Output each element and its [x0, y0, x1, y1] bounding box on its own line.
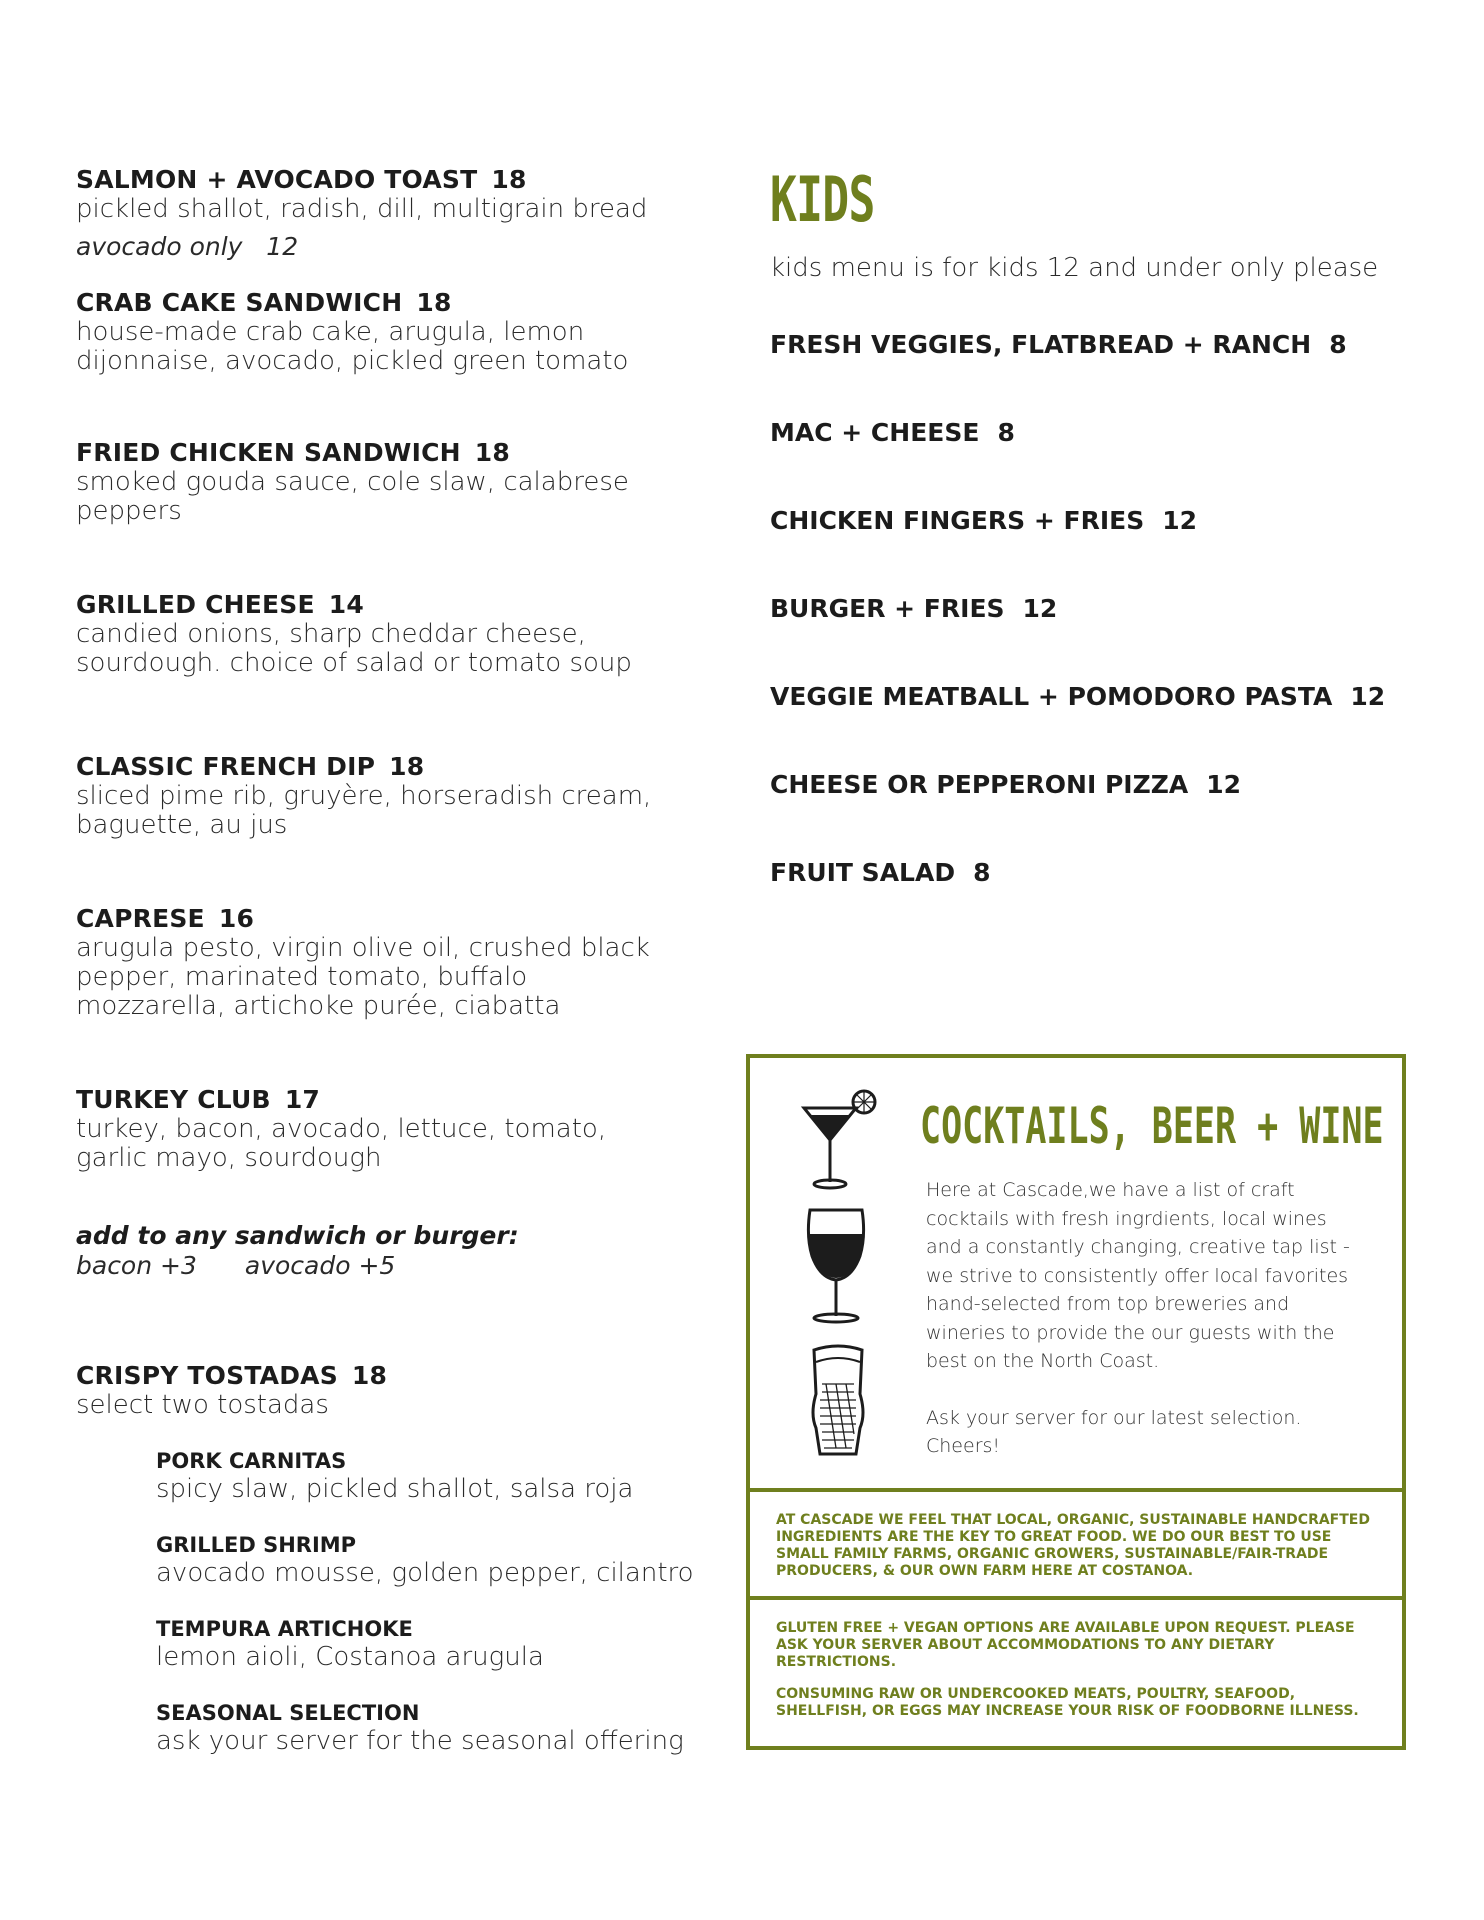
wine-glass-icon: [804, 1206, 868, 1326]
menu-item-crab-cake: [76, 288, 736, 376]
kids-item: [770, 682, 1430, 770]
menu-item-fried-chicken: [76, 438, 736, 526]
menu-item-caprese: [76, 904, 736, 1021]
addons-title: add to any sandwich or burger:: [76, 1221, 519, 1250]
menu-item-french-dip: [76, 752, 736, 840]
dietary-note-section: [750, 1600, 1402, 1750]
kids-item-name: CHICKEN FINGERS + FRIES: [770, 506, 1145, 535]
item-name: FRIED CHICKEN SANDWICH: [76, 438, 461, 467]
item-description: smoked gouda sauce, cole slaw, calabrese peppers: [76, 467, 629, 526]
kids-heading: KIDS: [770, 163, 875, 236]
kids-item-name: VEGGIE MEATBALL + POMODORO PASTA: [770, 682, 1333, 711]
kids-item-name: FRUIT SALAD: [770, 858, 956, 887]
kids-item-price: 8: [997, 418, 1015, 447]
option-name: SEASONAL SELECTION: [156, 1701, 420, 1725]
sourcing-note-section: [750, 1492, 1402, 1600]
kids-item-name: BURGER + FRIES: [770, 594, 1005, 623]
kids-item-price: 12: [1162, 506, 1198, 535]
option-description: lemon aioli, Costanoa arugula: [156, 1642, 544, 1672]
item-price: 17: [284, 1085, 321, 1114]
item-name: CRISPY TOSTADAS: [76, 1361, 338, 1390]
item-name: TURKEY CLUB: [76, 1085, 271, 1114]
item-description: select two tostadas: [76, 1390, 329, 1420]
item-name: SALMON + AVOCADO TOAST: [76, 165, 478, 194]
option-description: spicy slaw, pickled shallot, salsa roja: [156, 1474, 634, 1504]
option-description: avocado mousse, golden pepper, cilantro: [156, 1558, 694, 1588]
kids-item-name: FRESH VEGGIES, FLATBREAD + RANCH: [770, 330, 1312, 359]
addon-bacon: bacon +3: [76, 1251, 197, 1280]
drinks-section: [750, 1058, 1402, 1492]
item-description: turkey, bacon, avocado, lettuce, tomato, garlic mayo, sourdough: [76, 1114, 607, 1173]
sourcing-note: AT CASCADE WE FEEL THAT LOCAL, ORGANIC, SUSTAINABLE HANDCRAFTED INGREDIENTS ARE THE KEY TO GREAT FOOD. WE DO OUR BEST TO USE SMALL FAMILY FARMS, ORGANIC GROWERS, SUSTAINABLE/FAIR-TRADE PRODUCERS, & OUR OWN FARM HERE AT COSTANOA.: [776, 1512, 1370, 1579]
item-price: 18: [474, 438, 510, 467]
drinks-paragraph: Here at Cascade,we have a list of craft cocktails with fresh ingrdients, local wines and a constantly changing, creative tap list - we strive to consistently offer local favorites hand-selected from top breweries and wineries to provide the our guests with the best on the North Coast.: [926, 1179, 1350, 1372]
option-description: ask your server for the seasonal offering: [156, 1726, 684, 1756]
health-warning: CONSUMING RAW OR UNDERCOOKED MEATS, POULTRY, SEAFOOD, SHELLFISH, OR EGGS MAY INCREASE YOUR RISK OF FOODBORNE ILLNESS.: [776, 1686, 1359, 1719]
kids-item-price: 12: [1022, 594, 1058, 623]
kids-item-list: [770, 330, 1430, 946]
kids-item: [770, 330, 1430, 418]
kids-item: [770, 594, 1430, 682]
item-variant: avocado only 12: [76, 232, 299, 261]
option-name: PORK CARNITAS: [156, 1449, 347, 1473]
item-description: house-made crab cake, arugula, lemon dijonnaise, avocado, pickled green tomato: [76, 317, 629, 376]
item-description: arugula pesto, virgin olive oil, crushed black pepper, marinated tomato, buffalo mozzarella, artichoke purée, ciabatta: [76, 933, 650, 1021]
item-price: 16: [218, 904, 255, 933]
kids-item-price: 12: [1206, 770, 1241, 799]
item-name: CRAB CAKE SANDWICH: [76, 288, 403, 317]
kids-item-price: 12: [1350, 682, 1386, 711]
menu-item-salmon-toast: [76, 165, 736, 262]
item-price: 18: [491, 165, 527, 194]
dietary-note: GLUTEN FREE + VEGAN OPTIONS ARE AVAILABLE UPON REQUEST. PLEASE ASK YOUR SERVER ABOUT ACCOMMODATIONS TO ANY DIETARY RESTRICTIONS.: [776, 1620, 1355, 1670]
martini-glass-icon: [798, 1088, 878, 1192]
menu-item-grilled-cheese: [76, 590, 736, 678]
item-description: candied onions, sharp cheddar cheese, sourdough. choice of salad or tomato soup: [76, 619, 632, 678]
drinks-description: [926, 1176, 1366, 1489]
kids-item-price: 8: [973, 858, 991, 887]
item-price: 18: [389, 752, 425, 781]
item-name: CAPRESE: [76, 904, 205, 933]
beer-glass-icon: [808, 1344, 868, 1460]
drinks-paragraph: Ask your server for our latest selection. Cheers!: [926, 1406, 1302, 1457]
item-price: 14: [328, 590, 364, 619]
kids-item-name: CHEESE OR PEPPERONI PIZZA: [770, 770, 1189, 799]
kids-item: [770, 418, 1430, 506]
item-name: GRILLED CHEESE: [76, 590, 315, 619]
item-price: 18: [416, 288, 452, 317]
kids-item: [770, 770, 1430, 858]
tostada-option: [156, 1448, 736, 1504]
item-price: 18: [351, 1361, 388, 1390]
kids-item-price: 8: [1329, 330, 1347, 359]
kids-item-name: MAC + CHEESE: [770, 418, 980, 447]
item-description: pickled shallot, radish, dill, multigrain bread: [76, 194, 648, 224]
sandwich-menu-column: [76, 165, 736, 1756]
kids-item: [770, 506, 1430, 594]
addon-avocado: avocado +5: [244, 1251, 396, 1280]
tostada-option: [156, 1616, 736, 1672]
menu-item-turkey-club: [76, 1085, 736, 1173]
tostada-option: [156, 1532, 736, 1588]
item-name: CLASSIC FRENCH DIP: [76, 752, 376, 781]
menu-item-tostadas: [76, 1361, 736, 1756]
option-name: GRILLED SHRIMP: [156, 1533, 357, 1557]
option-name: TEMPURA ARTICHOKE: [156, 1617, 413, 1641]
kids-note: kids menu is for kids 12 and under only please: [770, 253, 1379, 283]
kids-menu-column: [770, 160, 1430, 946]
drinks-panel: [746, 1054, 1406, 1750]
item-description: sliced pime rib, gruyère, horseradish cream, baguette, au jus: [76, 781, 652, 840]
tostada-option: [156, 1700, 736, 1756]
sandwich-addons: [76, 1221, 736, 1281]
kids-item: [770, 858, 1430, 946]
drinks-heading: COCKTAILS, BEER + WINE: [920, 1097, 1384, 1155]
